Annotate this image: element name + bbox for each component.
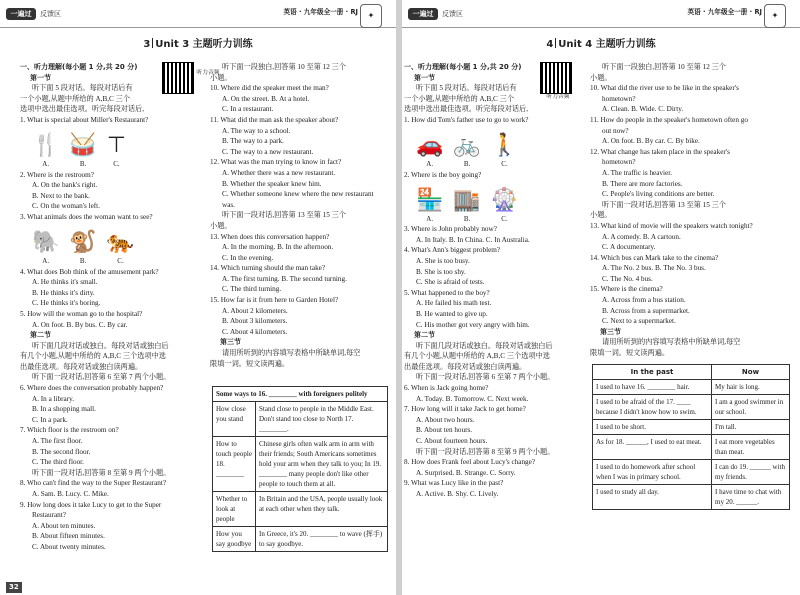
picture-option[interactable] bbox=[453, 131, 480, 170]
picture-option[interactable] bbox=[69, 228, 96, 267]
page-header bbox=[0, 3, 396, 28]
section-heading: 一、听力理解(每小题 1 分,共 20 分) bbox=[404, 63, 522, 71]
table-cell: Chinese girls often walk arm in arm with their friends; South Americans sometimes hold your arm when they talk to you; In 19. ________ many people don't like other people to touch them at all. bbox=[256, 437, 388, 492]
instruction-text: 听下面一段对话,回答第 6 至第 7 两个小题。 bbox=[32, 373, 171, 382]
question-text: 6. When is Jack going home? bbox=[404, 384, 489, 393]
question-text: 7. How long will it take Jack to get home? bbox=[404, 405, 526, 414]
unit-topic: 主题听力训练 bbox=[595, 39, 656, 50]
question-text: 4. What's Ann's biggest problem? bbox=[404, 246, 501, 255]
instruction-text: 听下面一段独白,回答第 10 至第 12 三个 bbox=[602, 63, 726, 71]
instruction-text: 听下面几段对话或独白。每段对话或独白后 bbox=[416, 341, 553, 350]
answer-option[interactable]: Restaurant? bbox=[32, 511, 66, 520]
table-header-cell: In the past bbox=[593, 365, 712, 380]
picture-option[interactable] bbox=[453, 186, 480, 225]
tiger-icon: 🐅 bbox=[106, 228, 135, 254]
instruction-text: 有几个小题,从题中所给的 A,B,C 三个选项中选 bbox=[404, 352, 550, 361]
theme-park-icon: 🎡 bbox=[490, 186, 519, 212]
answer-option[interactable]: B. About fifteen minutes. bbox=[32, 532, 105, 541]
picture-option[interactable] bbox=[416, 131, 443, 170]
question-text: 10. What did the river use to be like in the speaker's bbox=[590, 84, 739, 93]
answer-option[interactable]: A. The way to a school. bbox=[222, 126, 291, 135]
answer-option[interactable]: A. About 2 kilometers. bbox=[222, 306, 288, 315]
question-text: 15. How far is it from here to Garden Hotel? bbox=[210, 296, 339, 305]
instruction-text: 听下面 5 段对话。每段对话后有 bbox=[32, 84, 133, 93]
answer-option[interactable]: C. His mother got very angry with him. bbox=[416, 320, 530, 329]
question-text: 8. Who can't find the way to the Super Restaurant? bbox=[20, 479, 167, 488]
instruction-text: 限填一词。短文读两遍。 bbox=[210, 359, 290, 368]
unit-number: 3 bbox=[143, 39, 151, 50]
unit-name: Unit 4 bbox=[558, 39, 593, 50]
answer-option[interactable]: A. A comedy. B. A cartoon. bbox=[602, 232, 681, 241]
left-column-1 bbox=[20, 62, 196, 553]
table-icon: ⊤ bbox=[106, 131, 126, 157]
brand-logo: 一遍过 bbox=[6, 8, 36, 20]
answer-option[interactable]: A. In Italy. B. In China. C. In Australia. bbox=[416, 235, 530, 244]
question-text: 3. What animals does the woman want to see? bbox=[20, 212, 153, 221]
answer-option[interactable]: A. The first turning. B. The second turning. bbox=[222, 274, 347, 283]
subsection-heading: 第一节 bbox=[414, 73, 435, 82]
answer-option[interactable]: A. She is too busy. bbox=[416, 256, 470, 265]
answer-option[interactable]: C. About twenty minutes. bbox=[32, 542, 106, 551]
table-cell: I eat more vegetables than meat. bbox=[712, 435, 790, 460]
car-icon: 🚗 bbox=[416, 131, 444, 157]
question-text: 13. What kind of movie will the speakers watch tonight? bbox=[590, 221, 753, 230]
answer-option[interactable]: C. In a restaurant. bbox=[222, 105, 274, 114]
answer-option[interactable]: C. The way to a new restaurant. bbox=[222, 147, 314, 156]
answer-option[interactable]: B. He thinks it's dirty. bbox=[32, 288, 95, 297]
question-text: 13. When does this conversation happen? bbox=[210, 232, 330, 241]
answer-option[interactable]: B. In a shopping mall. bbox=[32, 405, 96, 414]
subsection-heading: 第三节 bbox=[600, 327, 621, 336]
book-title: 英语 · 九年级全一册 · RJ bbox=[283, 8, 358, 16]
page-number: 32 bbox=[6, 582, 22, 593]
question-text: 2. Where is the restroom? bbox=[20, 170, 94, 179]
answer-option[interactable]: A. On the street. B. At a hotel. bbox=[222, 94, 310, 103]
question-text: 15. Where is the cinema? bbox=[590, 285, 663, 294]
mascot-icon: ✦ bbox=[764, 4, 786, 28]
table-row-label: How you say goodbye bbox=[213, 527, 256, 552]
unit-name: Unit 3 bbox=[155, 39, 190, 50]
qr-caption: 听力音频 bbox=[196, 70, 220, 76]
drum-icon: 🥁 bbox=[69, 131, 97, 157]
question-text: 6. Where does the conversation probably happen? bbox=[20, 384, 164, 393]
unit-topic: 主题听力训练 bbox=[192, 39, 253, 50]
answer-option[interactable]: A. On foot. B. By car. C. By bike. bbox=[602, 137, 700, 146]
table-cell: In Greece, it's 20. ________ to wave (挥手) to say goodbye. bbox=[256, 527, 388, 552]
answer-option[interactable]: B. About 3 kilometers. bbox=[222, 317, 288, 326]
qr-caption: 听力音频 bbox=[546, 94, 570, 100]
subsection-heading: 第二节 bbox=[414, 331, 435, 340]
left-column-2 bbox=[210, 62, 386, 369]
answer-option[interactable]: A. The No. 2 bus. B. The No. 3 bus. bbox=[602, 264, 706, 273]
instruction-text: 出最佳选项。每段对话或独白读两遍。 bbox=[404, 362, 527, 371]
instruction-text: 听下面一段对话,回答第 8 至第 9 两个小题。 bbox=[416, 447, 555, 456]
table-cell: I'm tall. bbox=[712, 420, 790, 435]
elephant-icon: 🐘 bbox=[32, 228, 60, 254]
answer-option[interactable]: out now? bbox=[602, 126, 629, 135]
question-text: 4. What does Bob think of the amusement park? bbox=[20, 267, 159, 276]
answer-option[interactable]: B. She is too shy. bbox=[416, 267, 466, 276]
table-cell: I used to be afraid of the 17. ____ because I didn't know how to swim. bbox=[593, 395, 712, 420]
picture-option-label: C. bbox=[501, 214, 508, 223]
answer-option[interactable]: A. In a library. bbox=[32, 394, 75, 403]
instruction-text: 小题。 bbox=[210, 221, 232, 230]
question-text: 8. How does Frank feel about Lucy's change? bbox=[404, 458, 536, 467]
answer-option[interactable]: A. The traffic is heavier. bbox=[602, 168, 672, 177]
answer-option[interactable]: C. He thinks it's boring. bbox=[32, 299, 101, 308]
answer-option[interactable]: A. He thinks it's small. bbox=[32, 278, 98, 287]
mascot-icon: ✦ bbox=[360, 4, 382, 28]
answer-option[interactable]: hometown? bbox=[602, 158, 636, 167]
monkey-icon: 🐒 bbox=[69, 228, 97, 254]
table-cell: I used to have 16. ________ hair. bbox=[593, 380, 712, 395]
instruction-text: 小题。 bbox=[590, 211, 612, 220]
picture-option[interactable] bbox=[107, 131, 126, 170]
answer-option[interactable]: was. bbox=[222, 200, 235, 209]
answer-option[interactable]: A. In the morning. B. In the afternoon. bbox=[222, 243, 334, 252]
picture-option[interactable] bbox=[491, 186, 518, 225]
brand-logo: 一遍过 bbox=[408, 8, 438, 20]
answer-option[interactable]: C. The third turning. bbox=[222, 285, 282, 294]
instruction-text: 请用所听到的内容填写表格中所缺单词,每空 bbox=[222, 349, 361, 358]
instruction-text: 限填一词。短文读两遍。 bbox=[590, 349, 670, 358]
answer-pictures bbox=[20, 223, 196, 267]
answer-option[interactable]: A. The first floor. bbox=[32, 437, 83, 446]
picture-option[interactable] bbox=[416, 186, 443, 225]
question-text: 12. What was the man trying to know in fact? bbox=[210, 158, 342, 167]
answer-option[interactable]: B. He wanted to give up. bbox=[416, 309, 488, 318]
section-heading: 一、听力理解(每小题 1 分,共 20 分) bbox=[20, 63, 138, 71]
table-row bbox=[213, 492, 388, 527]
answer-option[interactable]: C. A documentary. bbox=[602, 243, 656, 252]
table-cell: I used to study all day. bbox=[593, 485, 712, 510]
question-text: 11. How do people in the speaker's hometown often go bbox=[590, 115, 748, 124]
picture-option-label: A. bbox=[42, 256, 50, 265]
answer-pictures bbox=[404, 180, 582, 224]
table-row bbox=[593, 460, 790, 485]
table-cell: My hair is long. bbox=[712, 380, 790, 395]
picture-option[interactable] bbox=[32, 228, 59, 267]
answer-option[interactable]: A. On the bank's right. bbox=[32, 181, 98, 190]
answer-option[interactable]: C. In the evening. bbox=[222, 253, 274, 262]
question-text: 2. Where is the boy going? bbox=[404, 170, 482, 179]
answer-option[interactable]: B. The way to a park. bbox=[222, 137, 284, 146]
subsection-heading: 第二节 bbox=[30, 331, 51, 340]
table-header-cell: Now bbox=[712, 365, 790, 380]
answer-option[interactable]: A. Active. B. Shy. C. Lively. bbox=[416, 490, 499, 498]
table-row bbox=[593, 435, 790, 460]
answer-option[interactable]: A. About ten minutes. bbox=[32, 521, 96, 530]
picture-option[interactable] bbox=[107, 228, 134, 267]
answer-option[interactable]: B. The second floor. bbox=[32, 447, 91, 456]
book-title: 英语 · 九年级全一册 · RJ bbox=[687, 8, 762, 16]
question-text: 10. Where did the speaker meet the man? bbox=[210, 84, 329, 93]
answer-pictures bbox=[20, 126, 196, 170]
table-heading: Some ways to 16. ________ with foreigners politely bbox=[213, 387, 388, 402]
instruction-text: 一个小题,从题中所给的 A,B,C 三个 bbox=[20, 94, 131, 103]
table-cell: In Britain and the USA, people usually look at each other when they talk. bbox=[256, 492, 388, 527]
left-page bbox=[0, 0, 396, 595]
page-header bbox=[402, 3, 800, 28]
instruction-text: 选项中选出最佳选项。听完每段对话后, bbox=[404, 105, 528, 114]
table-row bbox=[593, 380, 790, 395]
table-cell: I can do 19. ______ with my friends. bbox=[712, 460, 790, 485]
table-row-label: How to touch people 18. ________ bbox=[213, 437, 256, 492]
subsection-heading: 第一节 bbox=[30, 73, 51, 82]
answer-option[interactable]: A. Whether there was a new restaurant. bbox=[222, 168, 336, 177]
picture-option-label: A. bbox=[42, 159, 50, 168]
table-cell: Stand close to people in the Middle East. Don't stand too close to North 17. ________. bbox=[256, 402, 388, 437]
answer-option[interactable]: A. About two hours. bbox=[416, 415, 475, 424]
answer-option[interactable]: C. The No. 4 bus. bbox=[602, 274, 653, 283]
answer-option[interactable]: C. The third floor. bbox=[32, 458, 84, 467]
question-text: 9. How long does it take Lucy to get to the Super bbox=[20, 500, 162, 509]
answer-option[interactable]: A. Surprised. B. Strange. C. Sorry. bbox=[416, 468, 516, 477]
table-row-label: Whether to look at people bbox=[213, 492, 256, 527]
answer-option[interactable]: A. He failed his math test. bbox=[416, 299, 492, 308]
instruction-text: 出最佳选项。每段对话或独白读两遍。 bbox=[20, 362, 143, 371]
table-cell: I used to be short. bbox=[593, 420, 712, 435]
picture-option-label: A. bbox=[426, 214, 434, 223]
answer-option[interactable]: C. In a park. bbox=[32, 415, 68, 424]
instruction-text: 听下面一段对话,回答第 6 至第 7 两个小题。 bbox=[416, 373, 555, 382]
answer-option[interactable]: A. On foot. B. By bus. C. By car. bbox=[32, 320, 128, 329]
picture-option-label: B. bbox=[79, 256, 87, 265]
question-text: 3. Where is John probably now? bbox=[404, 225, 497, 234]
right-column-2 bbox=[590, 62, 792, 359]
table-row bbox=[593, 485, 790, 510]
instruction-text: 一个小题,从题中所给的 A,B,C 三个 bbox=[404, 94, 515, 103]
answer-option[interactable]: B. About ten hours. bbox=[416, 426, 473, 435]
unit-title bbox=[0, 38, 396, 51]
instruction-text: 小题。 bbox=[590, 73, 612, 82]
instruction-text: 听下面一段对话,回答第 8 至第 9 两个小题。 bbox=[32, 468, 171, 477]
question-text: 5. What happened to the boy? bbox=[404, 288, 490, 297]
table-row bbox=[213, 437, 388, 492]
right-page bbox=[402, 0, 800, 595]
answer-option[interactable]: C. She is afraid of tests. bbox=[416, 278, 485, 287]
answer-option[interactable]: C. Next to a supermarket. bbox=[602, 317, 676, 326]
table-row bbox=[593, 395, 790, 420]
answer-option[interactable]: A. Today. B. Tomorrow. C. Next week. bbox=[416, 394, 529, 403]
right-column-1 bbox=[404, 62, 582, 500]
picture-option[interactable] bbox=[491, 131, 518, 170]
question-text: 5. How will the woman go to the hospital? bbox=[20, 309, 143, 318]
table-row bbox=[213, 402, 388, 437]
bakery-icon: 🏪 bbox=[416, 186, 444, 212]
instruction-text: 小题。 bbox=[210, 73, 232, 82]
answer-pictures bbox=[404, 126, 582, 170]
table-row bbox=[213, 527, 388, 552]
table-cell: As for 18. ______, I used to eat meat. bbox=[593, 435, 712, 460]
picture-option-label: C. bbox=[501, 159, 508, 168]
answer-option[interactable]: B. Next to the bank. bbox=[32, 191, 90, 200]
instruction-text: 听下面一段对话,回答第 13 至第 15 三个 bbox=[222, 211, 346, 220]
table-cell: I have time to chat with my 20. ______. bbox=[712, 485, 790, 510]
answer-option[interactable]: C. About fourteen hours. bbox=[416, 437, 488, 446]
fork-knife-icon: 🍴 bbox=[32, 131, 60, 157]
instruction-text: 听下面一段对话,回答第 13 至第 15 三个 bbox=[602, 200, 726, 209]
question-text: 11. What did the man ask the speaker about? bbox=[210, 115, 339, 124]
picture-option-label: C. bbox=[113, 159, 120, 168]
picture-option-label: B. bbox=[463, 159, 471, 168]
question-text: 12. What change has taken place in the speaker's bbox=[590, 147, 730, 156]
picture-option[interactable] bbox=[32, 131, 59, 170]
question-text: 7. Which floor is the restroom on? bbox=[20, 426, 119, 435]
instruction-text: 选项中选出最佳选项。听完每段对话后, bbox=[20, 105, 144, 114]
picture-option-label: C. bbox=[117, 256, 124, 265]
answer-option[interactable]: A. Sam. B. Lucy. C. Mike. bbox=[32, 490, 109, 498]
instruction-text: 听下面几段对话或独白。每段对话或独白后 bbox=[32, 341, 169, 350]
answer-option[interactable]: hometown? bbox=[602, 94, 636, 103]
answer-option[interactable]: C. About 4 kilometers. bbox=[222, 327, 288, 336]
answer-option[interactable]: A. Across from a bus station. bbox=[602, 296, 686, 305]
instruction-text: 听下面一段独白,回答第 10 至第 12 三个 bbox=[222, 63, 346, 71]
instruction-text: 有几个小题,从题中所给的 A,B,C 三个选项中选 bbox=[20, 352, 166, 361]
picture-option-label: B. bbox=[79, 159, 87, 168]
shop-icon: 🏬 bbox=[453, 186, 481, 212]
table-cell: I am a good swimmer in our school. bbox=[712, 395, 790, 420]
ways-table bbox=[212, 386, 388, 552]
section-label: 反馈区 bbox=[40, 10, 61, 18]
walking-person-icon: 🚶 bbox=[490, 131, 519, 157]
unit-number: 4 bbox=[546, 39, 554, 50]
answer-option[interactable]: B. Across from a supermarket. bbox=[602, 306, 690, 315]
question-text: 1. How did Tom's father use to go to work? bbox=[404, 115, 529, 124]
question-text: 14. Which bus can Mark take to the cinema? bbox=[590, 253, 719, 262]
instruction-text: 听下面 5 段对话。每段对话后有 bbox=[416, 84, 517, 93]
unit-title bbox=[402, 38, 800, 51]
answer-option[interactable]: B. There are more factories. bbox=[602, 179, 683, 188]
picture-option-label: A. bbox=[426, 159, 434, 168]
past-now-table bbox=[592, 364, 790, 510]
table-cell: I used to do homework after school when I was in primary school. bbox=[593, 460, 712, 485]
picture-option[interactable] bbox=[69, 131, 96, 170]
question-text: 14. Which turning should the man take? bbox=[210, 264, 326, 273]
table-row-label: How close you stand bbox=[213, 402, 256, 437]
answer-option[interactable]: A. Clean. B. Wide. C. Dirty. bbox=[602, 105, 684, 114]
picture-option-label: B. bbox=[463, 214, 471, 223]
answer-option[interactable]: C. People's living conditions are better. bbox=[602, 190, 715, 199]
question-text: 1. What is special about Miller's Restaurant? bbox=[20, 115, 149, 124]
answer-option[interactable]: B. Whether the speaker knew him. bbox=[222, 179, 322, 188]
section-label: 反馈区 bbox=[442, 10, 463, 18]
question-text: 9. What was Lucy like in the past? bbox=[404, 479, 504, 488]
table-row bbox=[593, 420, 790, 435]
bicycle-icon: 🚲 bbox=[453, 131, 481, 157]
answer-option[interactable]: C. Whether someone knew where the new restaurant bbox=[222, 190, 374, 199]
instruction-text: 请用所听到的内容填写表格中所缺单词,每空 bbox=[602, 338, 741, 347]
answer-option[interactable]: C. On the woman's left. bbox=[32, 202, 100, 211]
subsection-heading: 第三节 bbox=[220, 338, 241, 347]
